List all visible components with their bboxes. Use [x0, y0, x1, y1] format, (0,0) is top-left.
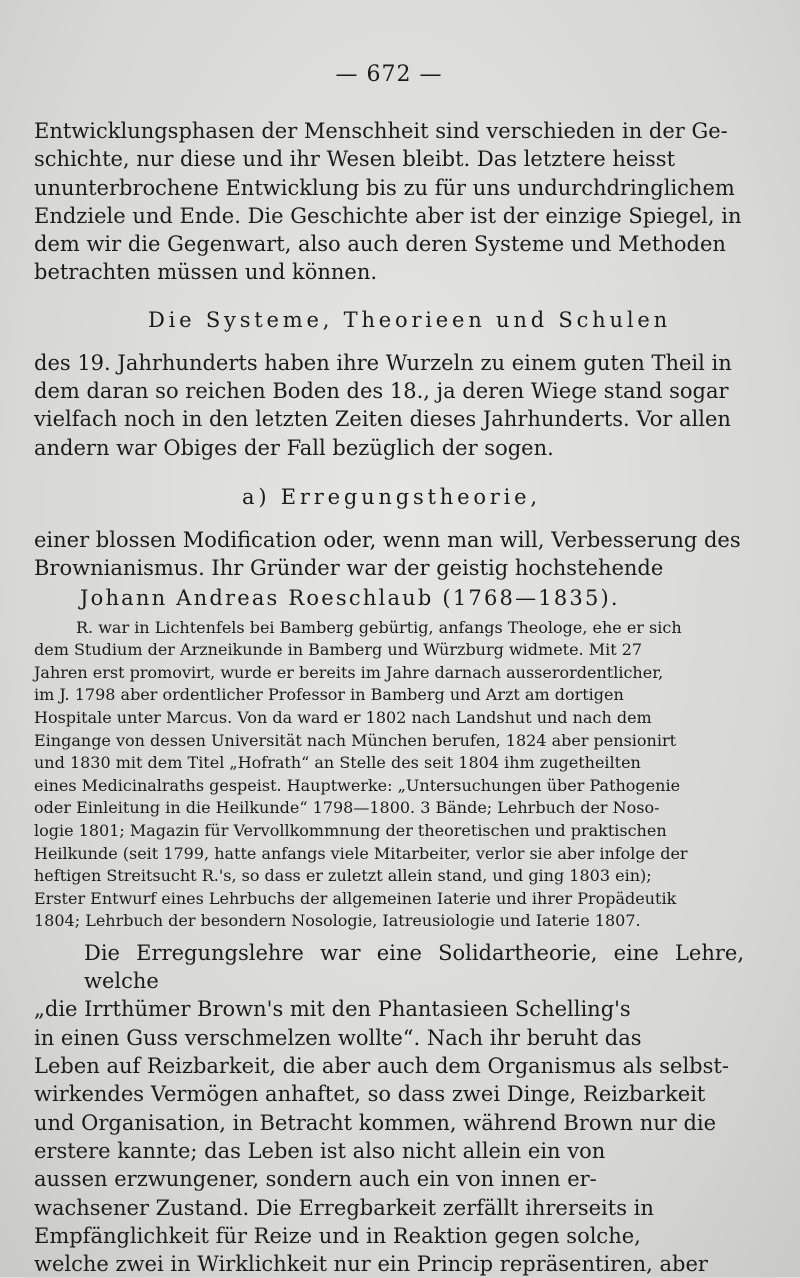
author-line: Johann Andreas Roeschlaub (1768—1835). — [80, 585, 620, 610]
text-line: Empfänglichkeit für Reize und in Reaktion gegen solche, — [34, 1223, 641, 1248]
footnote-line: 1804; Lehrbuch der besondern Nosologie, Iatreusiologie und Iaterie 1807. — [34, 911, 641, 931]
text-line: Entwicklungsphasen der Menschheit sind verschieden in der Ge- — [34, 119, 728, 143]
text-line: schichte, nur diese und ihr Wesen bleibt. Das letztere heisst — [34, 147, 676, 172]
paragraph-4 — [34, 939, 744, 1278]
text-line: Brownianismus. Ihr Gründer war der geistig hochstehende — [34, 556, 664, 581]
footnote-block — [34, 617, 744, 933]
footnote-line: logie 1801; Magazin für Vervollkommnung der theoretischen und praktischen — [34, 820, 667, 840]
text-line: erstere kannte; das Leben ist also nicht allein ein von — [34, 1138, 606, 1163]
footnote-line: im J. 1798 aber ordentlicher Professor in Bamberg und Arzt am dortigen — [34, 685, 624, 705]
footnote-line: Heilkunde (seit 1799, hatte anfangs viele Mitarbeiter, verlor sie aber infolge der — [34, 843, 688, 863]
footnote-line: Jahren erst promovirt, wurde er bereits im Jahre darnach ausserordentlicher, — [34, 662, 664, 682]
footnote-line: Eingange von dessen Universität nach München berufen, 1824 aber pensionirt — [34, 730, 677, 750]
text-line: „die Irrthümer Brown's mit den Phantasieen Schelling's — [34, 997, 631, 1022]
section-heading: Die Systeme, Theorieen und Schulen — [148, 307, 671, 332]
footnote-line: Hospitale unter Marcus. Von da ward er 1802 nach Landshut und nach dem — [34, 707, 652, 727]
text-line: welche zwei in Wirklichkeit nur ein Princip repräsentiren, aber — [34, 1252, 708, 1277]
text-line: einer blossen Modification oder, wenn man will, Verbesserung des — [34, 527, 741, 552]
subsection-heading: a) Erregungstheorie, — [242, 484, 541, 509]
text-line: Leben auf Reizbarkeit, die aber auch dem Organismus als selbst- — [34, 1054, 729, 1079]
footnote-line: und 1830 mit dem Titel „Hofrath“ an Stelle des seit 1804 ihm zugetheilten — [34, 753, 641, 773]
text-line: des 19. Jahrhunderts haben ihre Wurzeln zu einem guten Theil in — [34, 350, 732, 375]
footnote-line: R. war in Lichtenfels bei Bamberg gebürtig, anfangs Theologe, ehe er sich — [76, 617, 682, 637]
footnote-line: Erster Entwurf eines Lehrbuchs der allgemeinen Iaterie und ihrer Propädeutik — [34, 888, 677, 908]
text-line: andern war Obiges der Fall bezüglich der sogen. — [34, 435, 554, 460]
paragraph-2 — [34, 349, 744, 462]
text-line: ununterbrochene Entwicklung bis zu für uns undurchdringlichem — [34, 175, 735, 200]
text-line: Endziele und Ende. Die Geschichte aber ist der einzige Spiegel, in — [34, 203, 742, 228]
footnote-line: oder Einleitung in die Heilkunde“ 1798—1800. 3 Bände; Lehrbuch der Noso- — [34, 798, 660, 818]
footnote-line: eines Medicinalraths gespeist. Hauptwerke: „Untersuchungen über Pathogenie — [34, 775, 681, 795]
text-line: betrachten müssen und können. — [34, 260, 378, 285]
footnote-line: dem Studium der Arzneikunde in Bamberg und Würzburg widmete. Mit 27 — [34, 640, 643, 660]
text-line: aussen erzwungener, sondern auch ein von innen er- — [34, 1167, 597, 1192]
text-line: und Organisation, in Betracht kommen, während Brown nur die — [34, 1110, 717, 1135]
text-line: wirkendes Vermögen anhaftet, so dass zwei Dinge, Reizbarkeit — [34, 1082, 706, 1107]
paragraph-3 — [34, 526, 744, 583]
page-number: — 672 — — [335, 62, 443, 87]
text-line: wachsener Zustand. Die Erregbarkeit zerfällt ihrerseits in — [34, 1195, 654, 1220]
text-line: dem wir die Gegenwart, also auch deren Systeme und Methoden — [34, 232, 726, 257]
text-line: vielfach noch in den letzten Zeiten dieses Jahrhunderts. Vor allen — [34, 407, 731, 432]
footnote-line: heftigen Streitsucht R.'s, so dass er zuletzt allein stand, und ging 1803 ein); — [34, 866, 652, 886]
paragraph-1 — [34, 117, 744, 287]
text-line: Die Erregungslehre war eine Solidartheorie, eine Lehre, welche — [84, 940, 744, 994]
text-line: dem daran so reichen Boden des 18., ja deren Wiege stand sogar — [34, 379, 729, 404]
text-line: in einen Guss verschmelzen wollte“. Nach ihr beruht das — [34, 1025, 642, 1050]
